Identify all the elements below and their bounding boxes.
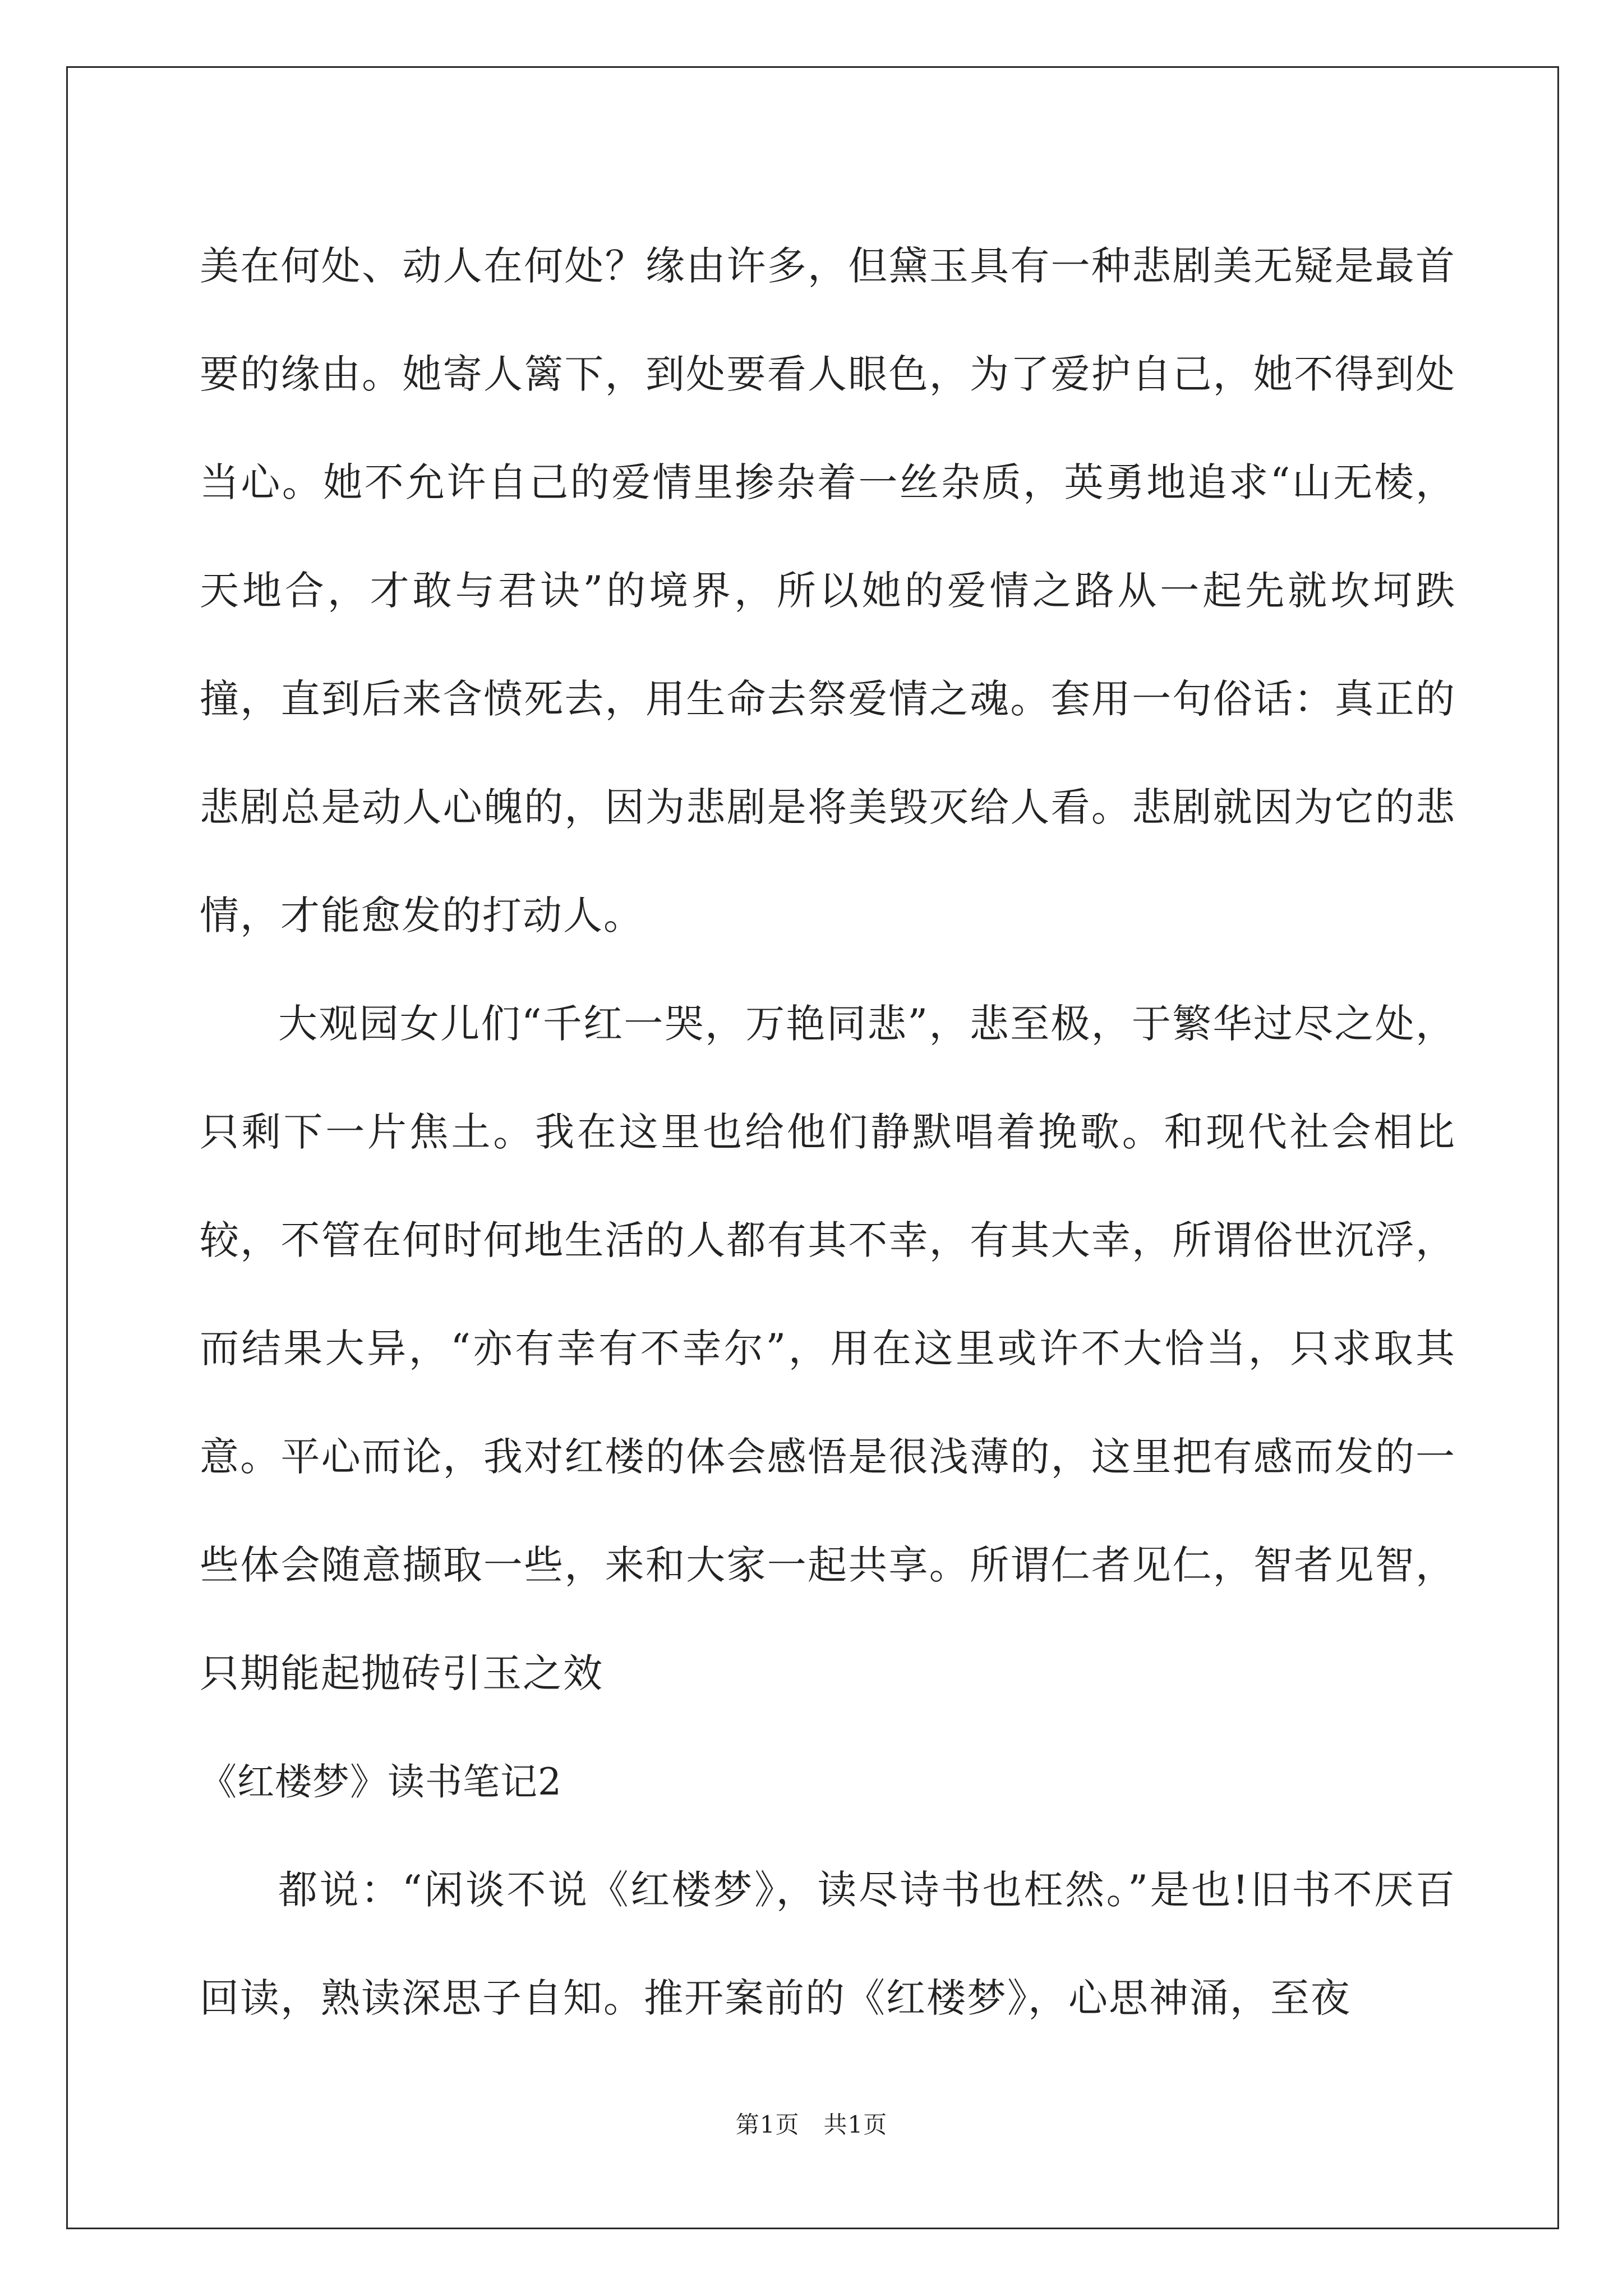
paragraph-reading-notes: 都说：“闲谈不说《红楼梦》，读尽诗书也枉然。”是也!旧书不厌百回读，熟读深思子自知。推开案前的《红楼梦》，心思神涌，至夜 [200, 1867, 1456, 2021]
document-body [200, 212, 1456, 2053]
paragraph-daiyu-tragedy: 美在何处、动人在何处？缘由许多，但黛玉具有一种悲剧美无疑是最首要的缘由。她寄人篱下，到处要看人眼色，为了爱护自己，她不得到处当心。她不允许自己的爱情里掺杂着一丝杂质，英勇地追求“山无棱，天地合，才敢与君诀”的境界，所以她的爱情之路从一起先就坎坷跌撞，直到后来含愤死去，用生命去祭爱情之魂。套用一句俗话：真正的悲剧总是动人心魄的，因为悲剧是将美毁灭给人看。悲剧就因为它的悲情，才能愈发的打动人。 [200, 243, 1456, 938]
section-heading: 《红楼梦》读书笔记2 [200, 1760, 562, 1803]
page-footer: 第1页 共1页 [735, 2111, 888, 2138]
paragraph-grand-view-garden: 大观园女儿们“千红一哭，万艳同悲”，悲至极，于繁华过尽之处，只剩下一片焦土。我在这里也给他们静默唱着挽歌。和现代社会相比较，不管在何时何地生活的人都有其不幸，有其大幸，所谓俗世沉浮，而结果大异，“亦有幸有不幸尔”，用在这里或许不大恰当，只求取其意。平心而论，我对红楼的体会感悟是很浅薄的，这里把有感而发的一些体会随意撷取一些，来和大家一起共享。所谓仁者见仁，智者见智，只期能起抛砖引玉之效 [200, 1001, 1456, 1696]
